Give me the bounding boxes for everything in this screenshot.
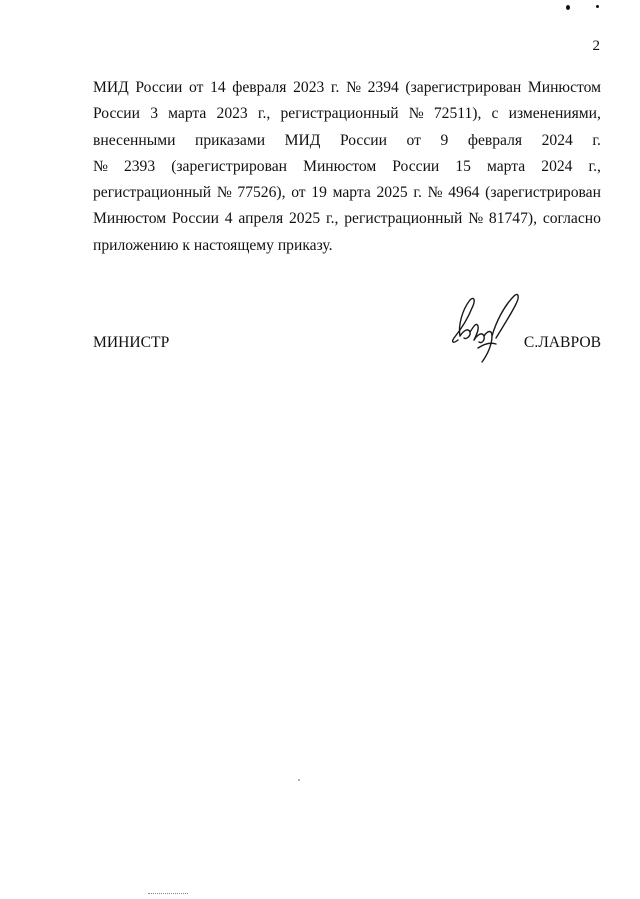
word: 2024 bbox=[541, 157, 573, 175]
word: регистрационный bbox=[344, 210, 463, 228]
word: 19 bbox=[311, 184, 327, 202]
text-line bbox=[93, 154, 601, 180]
word: МИД bbox=[93, 79, 129, 96]
word: г., bbox=[325, 210, 339, 228]
word: МИД bbox=[284, 131, 321, 149]
word: регистрационный bbox=[93, 184, 212, 202]
text-line bbox=[93, 75, 601, 101]
word: России bbox=[339, 131, 387, 149]
word: 2024 bbox=[541, 131, 573, 149]
word: марта bbox=[487, 157, 526, 175]
word: 81747), bbox=[488, 210, 537, 228]
word: № bbox=[216, 184, 232, 202]
word: (зарегистрирован bbox=[485, 184, 601, 202]
word: от bbox=[406, 131, 421, 149]
word: России bbox=[93, 105, 141, 123]
word: 72511), bbox=[433, 105, 482, 123]
word: 2025 bbox=[376, 184, 408, 202]
word: регистрационный bbox=[280, 105, 399, 123]
word: согласно bbox=[542, 210, 601, 228]
text-line bbox=[93, 206, 601, 232]
text-line bbox=[93, 128, 601, 154]
text-line-last: приложению к настоящему приказу. bbox=[93, 236, 333, 254]
word: 2394 bbox=[367, 79, 399, 96]
word: Минюстом bbox=[303, 157, 377, 175]
word: изменениями, bbox=[508, 105, 601, 123]
word: № bbox=[427, 184, 443, 202]
word: марта bbox=[332, 184, 371, 202]
word: России bbox=[135, 79, 183, 96]
word: 4964 bbox=[448, 184, 480, 202]
text-line bbox=[93, 101, 601, 127]
scan-edge-dots bbox=[148, 893, 188, 896]
body-text bbox=[93, 75, 601, 259]
word: 2023 bbox=[216, 105, 248, 123]
word: 15 bbox=[455, 157, 471, 175]
word: г., bbox=[588, 157, 601, 175]
word: от bbox=[189, 79, 204, 96]
scan-mark bbox=[566, 5, 570, 10]
signer-name: С.ЛАВРОВ bbox=[523, 334, 601, 351]
page-number: 2 bbox=[592, 38, 600, 54]
scan-mark bbox=[596, 5, 599, 8]
word: внесенными bbox=[93, 131, 176, 149]
word: марта bbox=[168, 105, 207, 123]
word: с bbox=[491, 105, 499, 123]
word: от bbox=[291, 184, 306, 202]
text-line bbox=[93, 180, 601, 206]
word: 2023 bbox=[293, 79, 325, 96]
word: 2025 bbox=[288, 210, 321, 228]
word: Минюстом bbox=[527, 79, 601, 96]
word: № bbox=[408, 105, 424, 123]
word: 14 bbox=[210, 79, 226, 96]
scan-mark bbox=[298, 779, 300, 781]
word: № bbox=[93, 157, 108, 175]
word: (зарегистрирован bbox=[171, 157, 288, 175]
word: г. bbox=[592, 131, 601, 149]
word: 77526), bbox=[237, 184, 286, 202]
word: 9 bbox=[440, 131, 449, 149]
word: г., bbox=[257, 105, 271, 123]
word: 4 bbox=[224, 210, 233, 228]
word: апреля bbox=[238, 210, 284, 228]
word: России bbox=[392, 157, 440, 175]
word: приказами bbox=[195, 131, 266, 149]
word: г. bbox=[413, 184, 422, 202]
word: № bbox=[468, 210, 484, 228]
handwritten-signature bbox=[448, 292, 526, 364]
word: февраля bbox=[232, 79, 287, 96]
word: г. bbox=[330, 79, 340, 96]
word: Минюстом bbox=[93, 210, 167, 228]
word: 2393 bbox=[123, 157, 156, 175]
word: 3 bbox=[150, 105, 158, 123]
word: России bbox=[171, 210, 219, 228]
word: (зарегистрирован bbox=[405, 79, 522, 96]
position-title: МИНИСТР bbox=[93, 334, 170, 351]
word: февраля bbox=[467, 131, 523, 149]
word: № bbox=[346, 79, 361, 96]
